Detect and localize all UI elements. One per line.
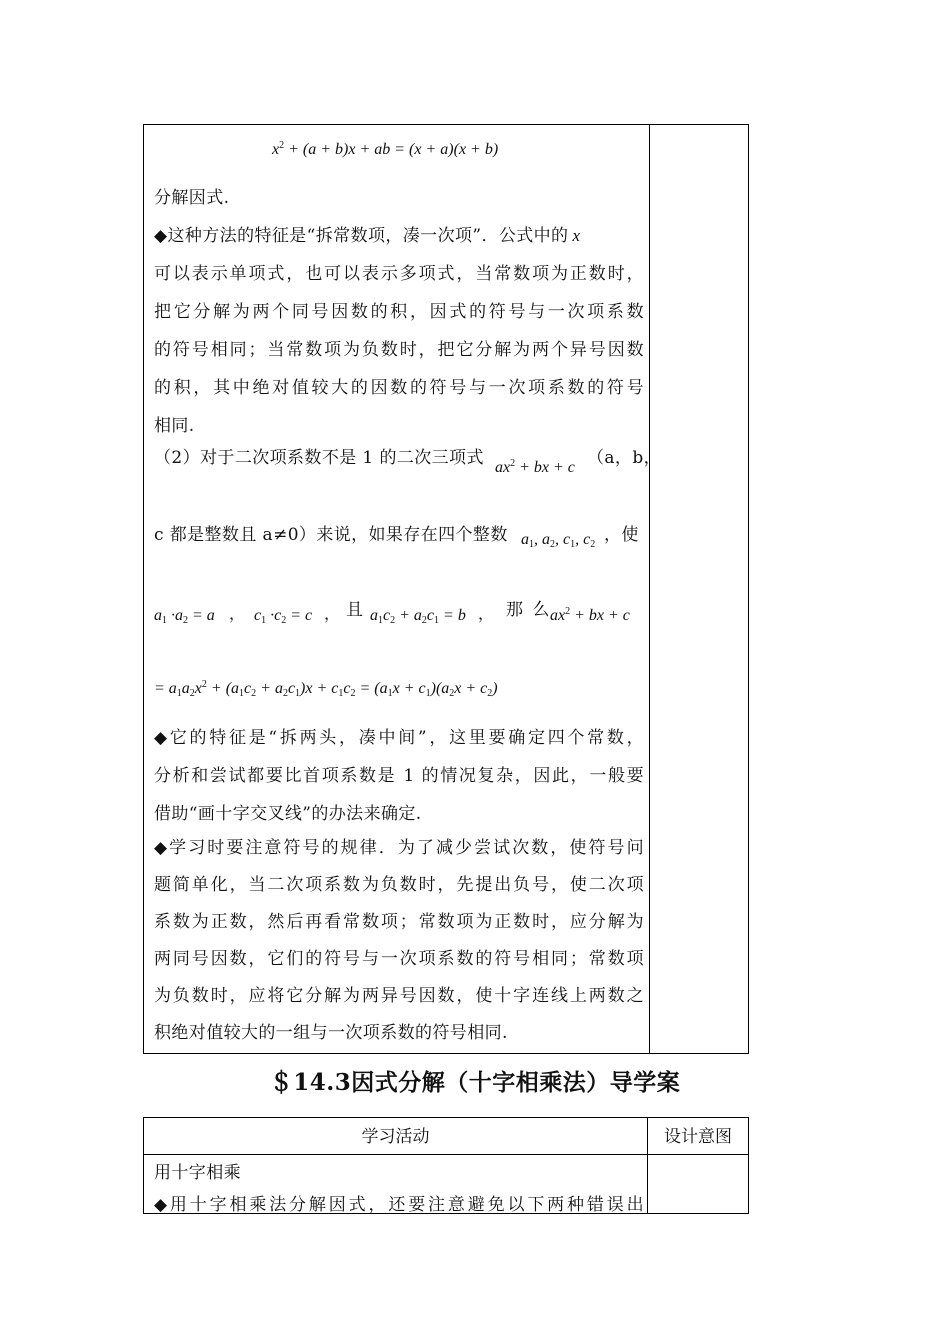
paragraph-1-line-6: 相同. bbox=[154, 416, 195, 436]
content-table-2 bbox=[143, 1117, 749, 1214]
header-design-intent: 设计意图 bbox=[664, 1127, 732, 1147]
text-fenjie: 分解因式. bbox=[154, 188, 230, 208]
paragraph-3-line-1: ◆它的特征是“拆两头，凑中间”，这里要确定四个常数， bbox=[154, 728, 644, 748]
paragraph-4-line-3: 系数为正数，然后再看常数项；常数项为正数时，应分解为 bbox=[154, 912, 644, 932]
paragraph-1-line-5: 的积，其中绝对值较大的因数的符号与一次项系数的符号 bbox=[154, 378, 644, 398]
formula-a1-a2: $a_1 \cdot a_2 = a$ bbox=[154, 607, 215, 626]
formula-quadratic-2: $ax^2$ + bx + c bbox=[550, 606, 630, 624]
paragraph-1-line-3: 把它分解为两个同号因数的积，因式的符号与一次项系数 bbox=[154, 302, 644, 322]
formula-c1-c2: $c_1 \cdot c_2 = c$ bbox=[254, 607, 313, 626]
formula-cross-sum: $a_1c_2 + a_2c_1 = b$ bbox=[370, 607, 466, 626]
paragraph-4-line-5: 为负数时，应将它分解为两异号因数，使十字连线上两数之 bbox=[154, 986, 644, 1006]
column-divider bbox=[649, 125, 650, 1053]
paragraph-4-line-4: 两同号因数，它们的符号与一次项系数的符号相同；常数项 bbox=[154, 949, 644, 969]
paragraph-4-line-2: 题简单化，当二次项系数为负数时，先提出负号，使二次项 bbox=[154, 875, 644, 895]
comma-3: ， bbox=[478, 604, 495, 623]
p2-line1-text: （2）对于二次项系数不是 1 的二次三项式 bbox=[154, 448, 484, 468]
row1-line-2: ◆用十字相乘法分解因式，还要注意避免以下两种错误出 bbox=[154, 1195, 644, 1215]
paragraph-4-line-1: ◆学习时要注意符号的规律．为了减少尝试次数，使符号问 bbox=[154, 838, 644, 858]
paragraph-3-line-3: 借助“画十字交叉线”的办法来确定. bbox=[154, 804, 422, 824]
text-name: 那 么 bbox=[506, 600, 552, 620]
paragraph-2-line-2: c 都是整数且 a≠0）来说，如果存在四个整数 bbox=[154, 525, 508, 545]
header-learning-activities: 学习活动 bbox=[361, 1127, 430, 1147]
p1-line1-text: ◆这种方法的特征是“拆常数项，凑一次项”．公式中的 bbox=[154, 226, 569, 246]
paragraph-1-line-2: 可以表示单项式，也可以表示多项式，当常数项为正数时， bbox=[154, 264, 644, 284]
row1-line-1: 用十字相乘 bbox=[154, 1163, 241, 1183]
paragraph-1-line-1 bbox=[154, 221, 644, 246]
formula-quadratic: $ax^2$ + bx + c bbox=[495, 458, 575, 476]
text-qie: 且 bbox=[346, 600, 363, 620]
paragraph-4-line-6: 积绝对值较大的一组与一次项系数的符号相同. bbox=[154, 1023, 508, 1043]
header-row-divider bbox=[144, 1154, 748, 1155]
paragraph-1-line-4: 的符号相同；当常数项为负数时，把它分解为两个异号因数 bbox=[154, 340, 644, 360]
formula-cross-multiplication: $x^2 + (a + b)x$ + ab = (x + a)(x + b) bbox=[272, 140, 499, 158]
p2-line1-tail: （a，b， bbox=[587, 448, 662, 468]
content-table-1 bbox=[143, 124, 749, 1054]
formula-four-integers: $a_1$, $a_2$, $c_1$, $c_2$ bbox=[521, 531, 596, 550]
section-heading: ＄14.3因式分解（十字相乘法）导学案 bbox=[269, 1069, 681, 1096]
comma-1: ， bbox=[229, 604, 246, 623]
comma-2: ， bbox=[324, 604, 341, 623]
formula-cross-expansion: = $a_1a_2x^2 + (a_1c_2 + a_2c_1)x + c_1c_2 = (a_1x + c_1)(a_2x + c_2)$ bbox=[154, 679, 498, 699]
p2-line2-tail: ，使 bbox=[604, 525, 639, 545]
paragraph-3-line-2: 分析和尝试都要比首项系数是 1 的情况复杂，因此，一般要 bbox=[154, 766, 644, 786]
variable-x: x bbox=[572, 226, 581, 245]
